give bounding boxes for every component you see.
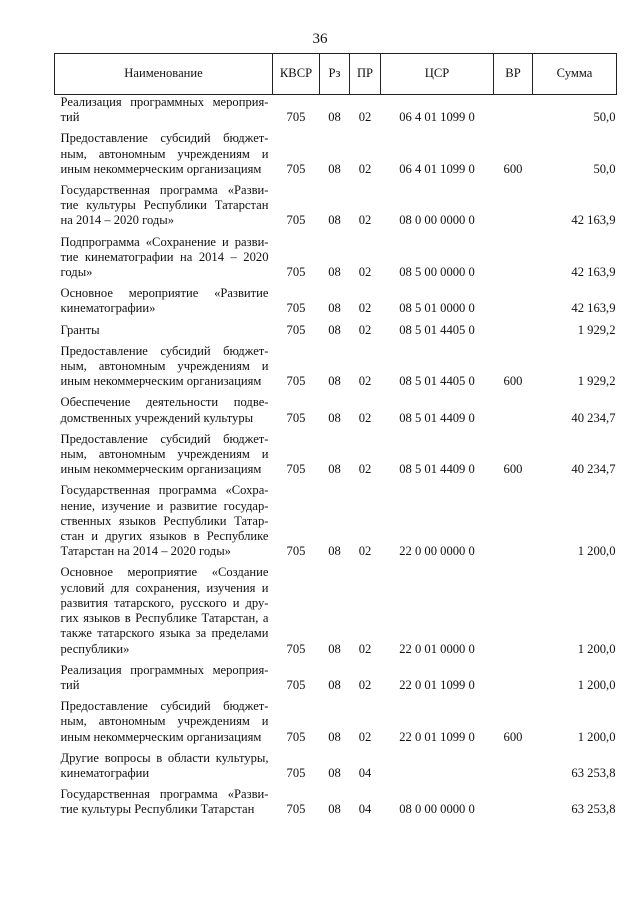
table-row	[55, 699, 617, 751]
budget-table	[54, 53, 617, 824]
cell-pr: 02	[358, 265, 372, 280]
cell-name: Государственная программа «Разви-тие культуры Республики Татарстан на 2014 – 2020 годы»	[60, 183, 269, 228]
cell-kvsr: 705	[286, 322, 306, 337]
cell-vr: 600	[503, 462, 523, 477]
cell-pr: 02	[358, 410, 372, 425]
cell-csr: 08 0 00 0000 0	[399, 213, 475, 228]
cell-kvsr: 705	[286, 374, 306, 389]
cell-rz: 08	[328, 729, 341, 744]
cell-name: Основное мероприятие «Развитие кинематографии»	[60, 286, 269, 316]
cell-rz: 08	[328, 641, 341, 656]
cell-pr: 02	[358, 641, 372, 656]
cell-pr: 02	[358, 462, 372, 477]
cell-kvsr: 705	[286, 265, 306, 280]
table-row	[55, 235, 617, 287]
cell-pr: 02	[358, 110, 372, 125]
cell-kvsr: 705	[286, 544, 306, 559]
cell-rz: 08	[328, 765, 341, 780]
cell-vr	[494, 235, 533, 287]
cell-vr: 600	[503, 374, 523, 389]
page-number: 36	[312, 31, 328, 47]
cell-name: Другие вопросы в области культуры, кинематографии	[60, 750, 269, 780]
cell-csr: 22 0 00 0000 0	[399, 544, 475, 559]
cell-vr	[494, 323, 533, 344]
cell-csr: 22 0 01 1099 0	[399, 729, 475, 744]
table-row	[55, 663, 617, 699]
cell-sum: 50,0	[593, 110, 616, 125]
table-row	[55, 131, 617, 183]
cell-vr	[494, 95, 533, 132]
cell-sum: 1 200,0	[577, 544, 616, 559]
cell-sum: 1 200,0	[577, 641, 616, 656]
cell-rz: 08	[328, 213, 341, 228]
cell-name: Подпрограмма «Сохранение и разви-тие кинематографии на 2014 – 2020 годы»	[60, 234, 269, 280]
table-row	[55, 787, 617, 823]
cell-rz: 08	[328, 265, 341, 280]
table-row	[55, 323, 617, 344]
cell-sum: 42 163,9	[571, 301, 616, 316]
cell-pr: 02	[358, 729, 372, 744]
cell-csr: 08 0 00 0000 0	[399, 802, 475, 817]
cell-csr: 22 0 01 1099 0	[399, 677, 475, 692]
cell-pr: 02	[358, 301, 372, 316]
cell-pr: 02	[358, 677, 372, 692]
cell-rz: 08	[328, 677, 341, 692]
cell-vr	[494, 663, 533, 699]
cell-vr	[494, 183, 533, 235]
cell-kvsr: 705	[286, 110, 306, 125]
cell-name: Предоставление субсидий бюджет-ным, автономным учреждениям и иным некоммерческим организациям	[60, 431, 269, 477]
table-row	[55, 565, 617, 662]
table-header	[55, 54, 617, 95]
cell-sum: 1 200,0	[577, 729, 616, 744]
cell-name: Государственная программа «Сохра-нение, изучение и развитие государ-ственных языков Республики Татар-стан и других языков в Республике Татарстан на 2014 – 2020 годы»	[60, 483, 269, 559]
cell-csr: 08 5 01 4409 0	[399, 462, 475, 477]
cell-kvsr: 705	[286, 677, 306, 692]
cell-kvsr: 705	[286, 802, 306, 817]
cell-kvsr: 705	[286, 462, 306, 477]
cell-rz: 08	[328, 110, 341, 125]
cell-kvsr: 705	[286, 301, 306, 316]
cell-kvsr: 705	[286, 729, 306, 744]
cell-name: Реализация программных мероприя-тий	[60, 95, 269, 125]
header-name: Наименование	[55, 54, 273, 95]
table-row	[55, 751, 617, 787]
cell-vr	[494, 286, 533, 322]
cell-pr: 02	[358, 374, 372, 389]
cell-vr	[494, 787, 533, 823]
cell-name: Основное мероприятие «Создание условий для сохранения, изучения и развития татарского, русского и дру-гих языков в Республике Татарстан, а также татарского языка за пределами республики»	[60, 565, 269, 656]
cell-csr: 08 5 01 4405 0	[399, 322, 475, 337]
cell-name: Предоставление субсидий бюджет-ным, автономным учреждениям и иным некоммерческим организациям	[60, 699, 269, 744]
cell-name: Гранты	[60, 322, 100, 337]
header-pr: ПР	[350, 54, 381, 95]
cell-rz: 08	[328, 544, 341, 559]
cell-sum: 40 234,7	[571, 410, 616, 425]
cell-rz: 08	[328, 161, 341, 176]
cell-sum: 1 200,0	[577, 677, 616, 692]
cell-pr: 04	[358, 802, 372, 817]
cell-kvsr: 705	[286, 213, 306, 228]
table-row	[55, 183, 617, 235]
cell-vr: 600	[503, 729, 523, 744]
cell-rz: 08	[328, 301, 341, 316]
cell-name: Обеспечение деятельности подве-домственных учреждений культуры	[60, 395, 269, 425]
cell-rz: 08	[328, 462, 341, 477]
cell-sum: 1 929,2	[577, 374, 616, 389]
header-vr: ВР	[494, 54, 533, 95]
cell-csr: 08 5 00 0000 0	[399, 265, 475, 280]
cell-rz: 08	[328, 374, 341, 389]
cell-csr	[381, 751, 494, 787]
cell-pr: 02	[358, 213, 372, 228]
cell-vr	[494, 565, 533, 662]
cell-sum: 42 163,9	[571, 213, 616, 228]
cell-sum: 40 234,7	[571, 462, 616, 477]
cell-kvsr: 705	[286, 410, 306, 425]
table-row	[55, 95, 617, 132]
cell-pr: 02	[358, 161, 372, 176]
cell-csr: 22 0 01 0000 0	[399, 641, 475, 656]
cell-sum: 42 163,9	[571, 265, 616, 280]
cell-vr	[494, 751, 533, 787]
cell-rz: 08	[328, 802, 341, 817]
cell-vr: 600	[503, 161, 523, 176]
table-row	[55, 395, 617, 431]
cell-csr: 08 5 01 0000 0	[399, 301, 475, 316]
cell-kvsr: 705	[286, 641, 306, 656]
header-rz: Рз	[320, 54, 350, 95]
cell-rz: 08	[328, 410, 341, 425]
cell-pr: 02	[358, 544, 372, 559]
cell-rz: 08	[328, 322, 341, 337]
table-row	[55, 286, 617, 322]
header-sum: Сумма	[533, 54, 617, 95]
table-body	[55, 95, 617, 824]
cell-sum: 1 929,2	[577, 322, 616, 337]
cell-sum: 63 253,8	[571, 765, 616, 780]
header-kvsr: КВСР	[273, 54, 320, 95]
cell-name: Реализация программных мероприя-тий	[60, 662, 269, 692]
cell-name: Предоставление субсидий бюджет-ным, автономным учреждениям и иным некоммерческим организациям	[60, 343, 269, 389]
cell-csr: 06 4 01 1099 0	[399, 110, 475, 125]
cell-pr: 02	[358, 322, 372, 337]
cell-vr	[494, 395, 533, 431]
cell-name: Предоставление субсидий бюджет-ным, автономным учреждениям и иным некоммерческим организациям	[60, 131, 269, 176]
cell-vr	[494, 483, 533, 565]
cell-kvsr: 705	[286, 765, 306, 780]
cell-csr: 08 5 01 4405 0	[399, 374, 475, 389]
cell-name: Государственная программа «Разви-тие культуры Республики Татарстан	[60, 787, 269, 817]
cell-sum: 50,0	[593, 161, 616, 176]
cell-pr: 04	[358, 765, 372, 780]
cell-sum: 63 253,8	[571, 802, 616, 817]
table-row	[55, 483, 617, 565]
table-row	[55, 432, 617, 484]
table-row	[55, 344, 617, 396]
header-csr: ЦСР	[381, 54, 494, 95]
cell-csr: 06 4 01 1099 0	[399, 161, 475, 176]
cell-csr: 08 5 01 4409 0	[399, 410, 475, 425]
cell-kvsr: 705	[286, 161, 306, 176]
